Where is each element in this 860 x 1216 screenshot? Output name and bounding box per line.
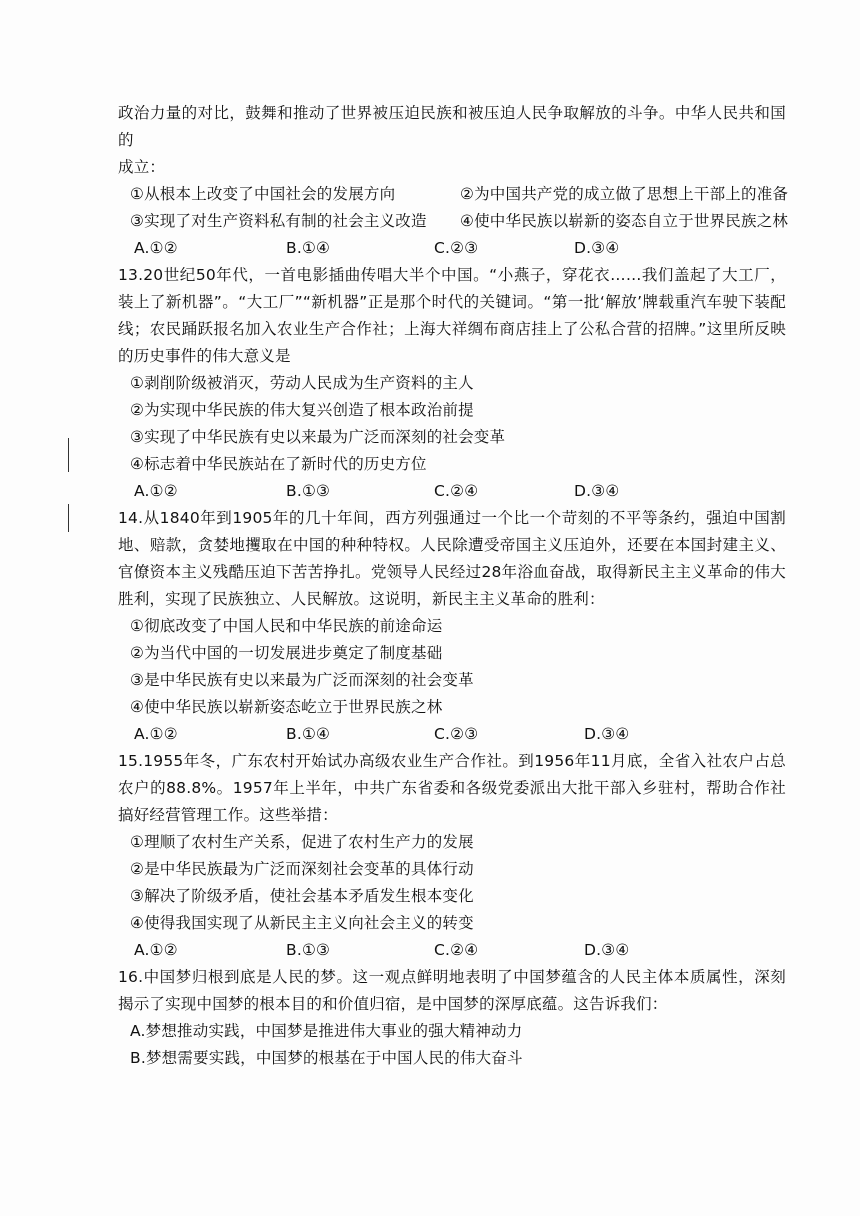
exam-content <box>118 100 789 1072</box>
q16-choice-a[interactable]: A.梦想推动实践，中国梦是推进伟大事业的强大精神动力 <box>130 1022 523 1040</box>
q13-statement-1: ①剥削阶级被消灭，劳动人民成为生产资料的主人 <box>130 374 474 392</box>
q13-choice-a[interactable]: A.①② <box>134 482 178 500</box>
q13-choices <box>118 478 786 505</box>
margin-marks <box>58 438 78 538</box>
question-16 <box>118 964 786 1072</box>
q15-choice-c[interactable]: C.②④ <box>434 941 479 959</box>
q14-choice-a[interactable]: A.①② <box>134 725 178 743</box>
question-12 <box>118 100 789 262</box>
q15-statement-4: ④使得我国实现了从新民主主义向社会主义的转变 <box>130 914 474 932</box>
q12-statement-1: ①从根本上改变了中国社会的发展方向 <box>130 185 396 203</box>
q16-choice-b[interactable]: B.梦想需要实践，中国梦的根基在于中国人民的伟大奋斗 <box>130 1049 523 1067</box>
question-14 <box>118 505 786 748</box>
q14-choice-b[interactable]: B.①④ <box>286 725 331 743</box>
q15-choice-a[interactable]: A.①② <box>134 941 178 959</box>
q13-stem: 13.20世纪50年代，一首电影插曲传唱大半个中国。“小燕子，穿花衣……我们盖起了大工厂，装上了新机器”。“大工厂”“新机器”正是那个时代的关键词。“第一批‘解放’牌载重汽车驶下装配线；农民踊跃报名加入农业生产合作社；上海大祥绸布商店挂上了公私合营的招牌。”这里所反映的历史事件的伟大意义是 <box>118 266 786 365</box>
q12-stem-line1: 政治力量的对比，鼓舞和推动了世界被压迫民族和被压迫人民争取解放的斗争。中华人民共和国的 <box>118 104 786 149</box>
q13-choice-d[interactable]: D.③④ <box>574 482 620 500</box>
q14-choices <box>118 721 786 748</box>
q13-statement-2: ②为实现中华民族的伟大复兴创造了根本政治前提 <box>130 401 474 419</box>
q12-statement-4: ④使中华民族以崭新的姿态自立于世界民族之林 <box>460 212 789 230</box>
q12-statement-3: ③实现了对生产资料私有制的社会主义改造 <box>130 212 427 230</box>
q14-statement-1: ①彻底改变了中国人民和中华民族的前途命运 <box>130 617 443 635</box>
q15-statement-2: ②是中华民族最为广泛而深刻社会变革的具体行动 <box>130 860 474 878</box>
q14-statement-2: ②为当代中国的一切发展进步奠定了制度基础 <box>130 644 443 662</box>
q12-statements <box>118 181 789 235</box>
q12-statement-2: ②为中国共产党的成立做了思想上干部上的准备 <box>460 185 789 203</box>
q14-choice-d[interactable]: D.③④ <box>584 725 630 743</box>
q13-statement-4: ④标志着中华民族站在了新时代的历史方位 <box>130 455 427 473</box>
q13-choice-b[interactable]: B.①③ <box>286 482 331 500</box>
q13-choice-c[interactable]: C.②④ <box>434 482 479 500</box>
question-13 <box>118 262 786 505</box>
q15-stem: 15.1955年冬，广东农村开始试办高级农业生产合作社。到1956年11月底，全省入社农户占总农户的88.8%。1957年上半年，中共广东省委和各级党委派出大批干部入乡驻村，帮助合作社搞好经营管理工作。这些举措： <box>118 752 786 824</box>
q14-choice-c[interactable]: C.②③ <box>434 725 479 743</box>
q12-choice-c[interactable]: C.②③ <box>434 239 479 257</box>
q15-choice-d[interactable]: D.③④ <box>584 941 630 959</box>
q12-choice-d[interactable]: D.③④ <box>574 239 620 257</box>
q12-choices <box>118 235 786 262</box>
q15-statement-3: ③解决了阶级矛盾，使社会基本矛盾发生根本变化 <box>130 887 474 905</box>
q13-statement-3: ③实现了中华民族有史以来最为广泛而深刻的社会变革 <box>130 428 506 446</box>
q12-choice-a[interactable]: A.①② <box>134 239 178 257</box>
q14-statement-3: ③是中华民族有史以来最为广泛而深刻的社会变革 <box>130 671 474 689</box>
q15-statement-1: ①理顺了农村生产关系，促进了农村生产力的发展 <box>130 833 474 851</box>
q14-stem: 14.从1840年到1905年的几十年间，西方列强通过一个比一个苛刻的不平等条约，强迫中国割地、赔款，贪婪地攫取在中国的种种特权。人民除遭受帝国主义压迫外，还要在本国封建主义、官僚资本主义残酷压迫下苦苦挣扎。党领导人民经过28年浴血奋战，取得新民主主义革命的伟大胜利，实现了民族独立、人民解放。这说明，新民主主义革命的胜利： <box>118 509 786 608</box>
q14-statement-4: ④使中华民族以崭新姿态屹立于世界民族之林 <box>130 698 443 716</box>
margin-mark <box>68 438 69 472</box>
q15-choices <box>118 937 786 964</box>
q12-choice-b[interactable]: B.①④ <box>286 239 331 257</box>
q15-choice-b[interactable]: B.①③ <box>286 941 331 959</box>
q12-stem-line2: 成立： <box>118 158 166 176</box>
margin-mark <box>68 504 69 532</box>
question-15 <box>118 748 786 964</box>
q16-stem: 16.中国梦归根到底是人民的梦。这一观点鲜明地表明了中国梦蕴含的人民主体本质属性，深刻揭示了实现中国梦的根本目的和价值归宿，是中国梦的深厚底蕴。这告诉我们： <box>118 968 786 1013</box>
